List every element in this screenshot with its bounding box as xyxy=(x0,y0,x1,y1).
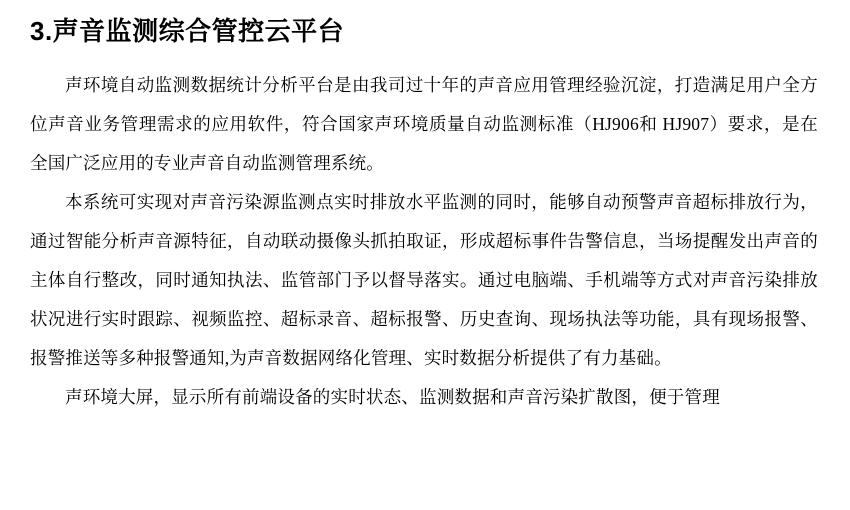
document-page xyxy=(0,14,850,510)
page-title: 3.声音监测综合管控云平台 xyxy=(30,16,345,46)
paragraph: 本系统可实现对声音污染源监测点实时排放水平监测的同时，能够自动预警声音超标排放行为，通过智能分析声音源特征，自动联动摄像头抓拍取证，形成超标事件告警信息，当场提醒发出声音的主体自行整改，同时通知执法、监管部门予以督导落实。通过电脑端、手机端等方式对声音污染排放状况进行实时跟踪、视频监控、超标录音、超标报警、历史查询、现场执法等功能，具有现场报警、报警推送等多种报警通知,为声音数据网络化管理、实时数据分析提供了有力基础。 xyxy=(30,192,818,368)
paragraph: 声环境大屏，显示所有前端设备的实时状态、监测数据和声音污染扩散图，便于管理 xyxy=(65,387,720,407)
document-body xyxy=(30,66,818,417)
paragraph: 声环境自动监测数据统计分析平台是由我司过十年的声音应用管理经验沉淀，打造满足用户全方位声音业务管理需求的应用软件，符合国家声环境质量自动监测标准（HJ906和 HJ907）要求，是在全国广泛应用的专业声音自动监测管理系统。 xyxy=(30,75,818,173)
